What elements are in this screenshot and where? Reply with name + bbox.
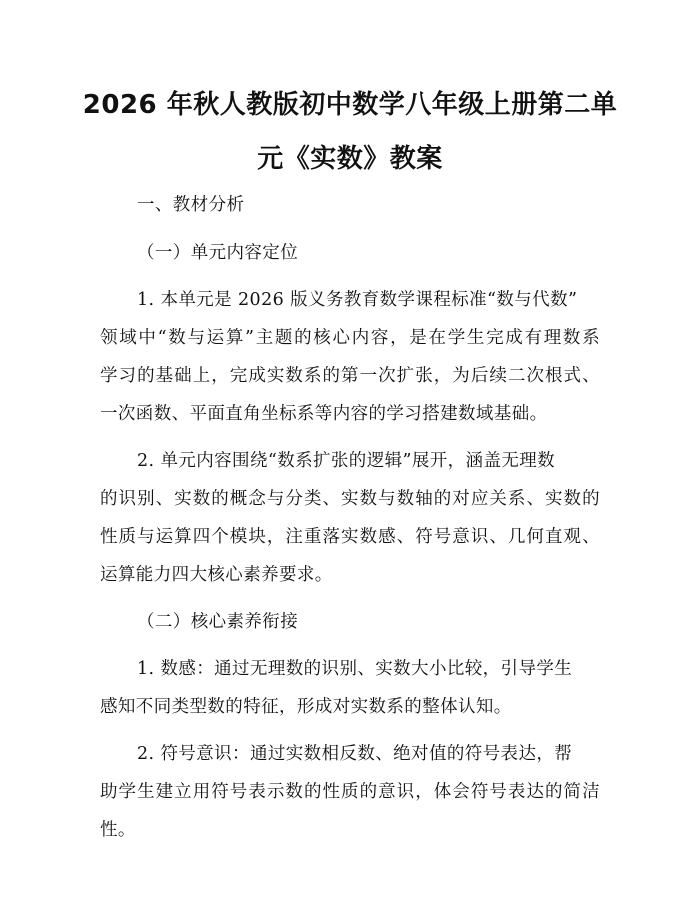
paragraph-line: 2. 单元内容围绕“数系扩张的逻辑”展开，涵盖无理数 (137, 451, 556, 471)
paragraph-line: 一次函数、平面直角坐标系等内容的学习搭建数域基础。 (100, 404, 548, 424)
paragraph-line: 助学生建立用符号表示数的性质的意识，体会符号表达的简洁 (100, 782, 600, 802)
paragraph-line: 学习的基础上，完成实数系的第一次扩张，为后续二次根式、 (100, 366, 600, 386)
paragraph-line: 运算能力四大核心素养要求。 (100, 565, 333, 585)
document-title-line-2: 元《实数》教案 (257, 144, 443, 174)
paragraph-line: 1. 本单元是 2026 版义务教育数学课程标准“数与代数” (137, 290, 578, 310)
section-heading-teaching-material-analysis: 一、教材分析 (137, 195, 245, 215)
subsection-heading-unit-positioning: （一）单元内容定位 (137, 243, 299, 263)
paragraph-line: 的识别、实数的概念与分类、实数与数轴的对应关系、实数的 (100, 489, 600, 509)
paragraph-line: 性。 (100, 820, 136, 840)
paragraph-line: 领域中“数与运算”主题的核心内容，是在学生完成有理数系 (100, 328, 600, 348)
subsection-heading-core-literacy: （二）核心素养衔接 (137, 612, 299, 632)
paragraph-line: 1. 数感：通过无理数的识别、实数大小比较，引导学生 (137, 659, 573, 679)
paragraph-line: 感知不同类型数的特征，形成对实数系的整体认知。 (100, 697, 512, 717)
document-title-line-1: 2026 年秋人教版初中数学八年级上册第二单 (82, 90, 618, 120)
paragraph-line: 2. 符号意识：通过实数相反数、绝对值的符号表达，帮 (137, 744, 573, 764)
paragraph-line: 性质与运算四个模块，注重落实数感、符号意识、几何直观、 (100, 527, 600, 547)
